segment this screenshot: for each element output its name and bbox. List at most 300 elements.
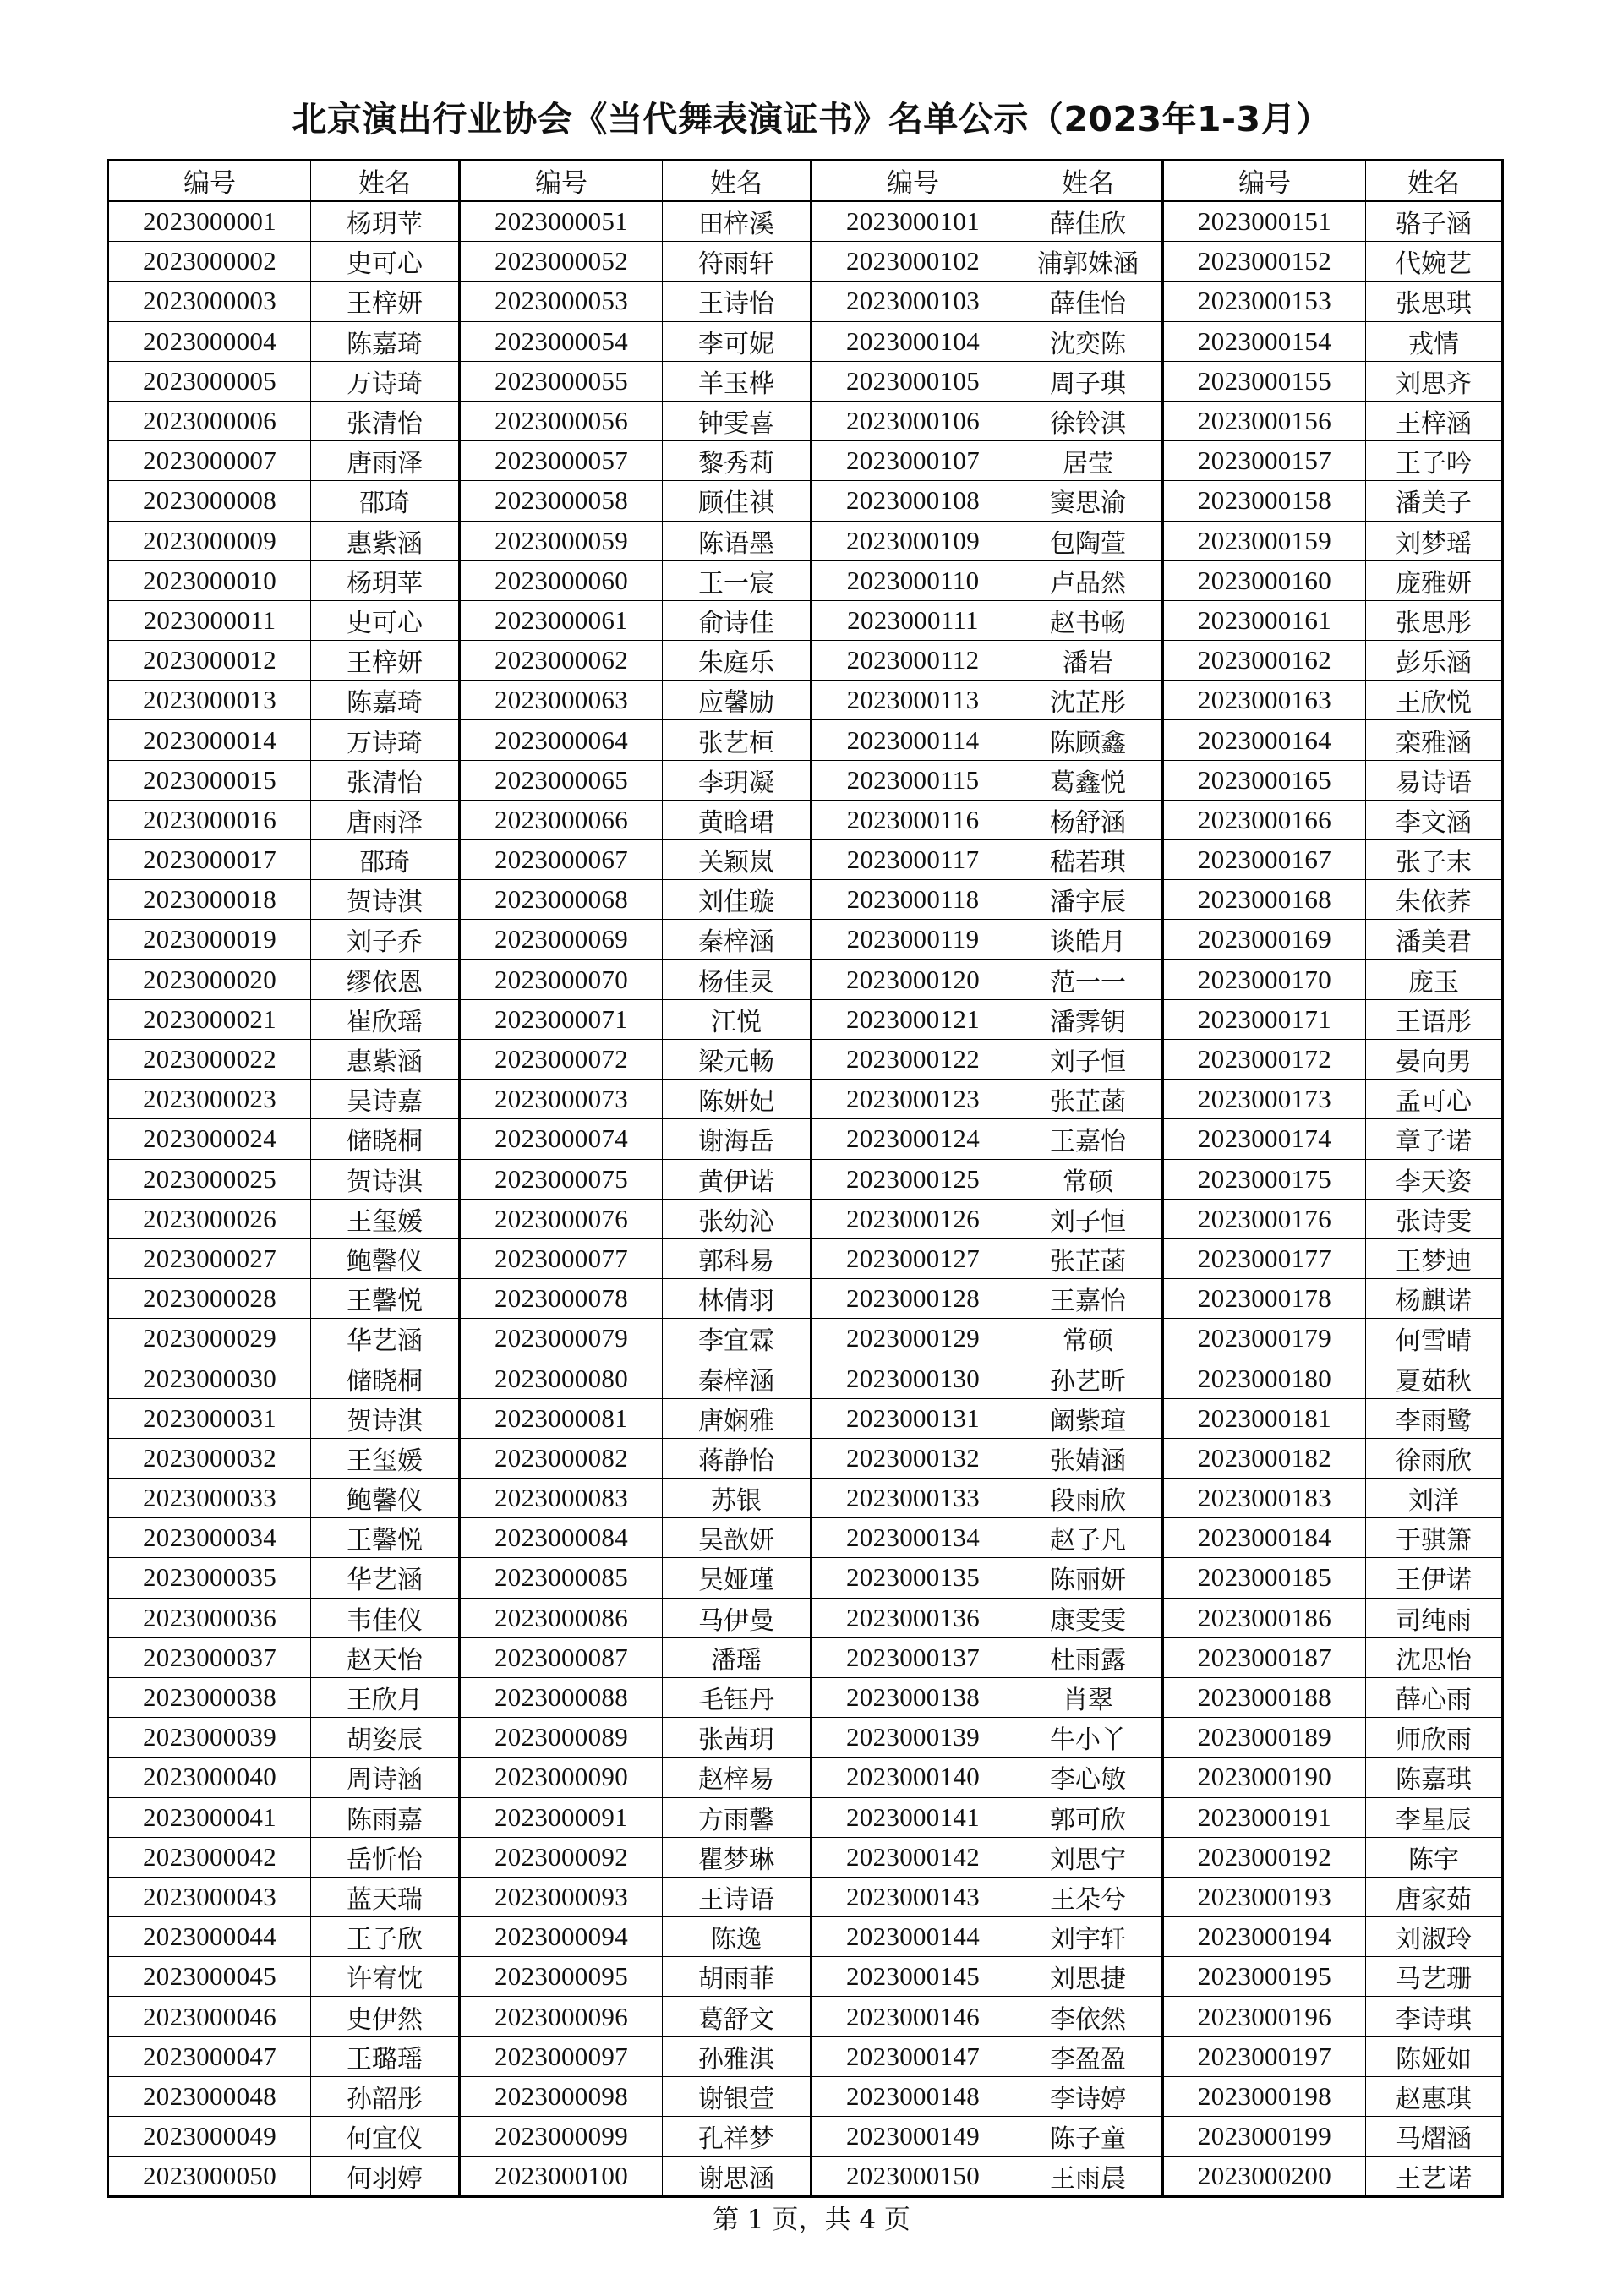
table-row: [108, 1199, 1503, 1238]
member-id-cell: 2023000108: [812, 481, 1014, 521]
member-id-cell: 2023000041: [108, 1797, 311, 1837]
member-name-cell: 牛小丫: [1014, 1718, 1163, 1758]
member-id-cell: 2023000166: [1163, 800, 1366, 839]
member-id-cell: 2023000102: [812, 242, 1014, 282]
member-name-cell: 惠紫涵: [311, 1039, 460, 1079]
member-name-cell: 林倩羽: [663, 1279, 812, 1319]
member-name-cell: 王欣月: [311, 1677, 460, 1717]
member-id-cell: 2023000172: [1163, 1039, 1366, 1079]
member-name-cell: 蒋静怡: [663, 1438, 812, 1478]
member-name-cell: 谢银萱: [663, 2076, 812, 2116]
member-name-cell: 薛佳怡: [1014, 282, 1163, 321]
member-id-cell: 2023000151: [1163, 201, 1366, 242]
member-id-cell: 2023000135: [812, 1558, 1014, 1598]
table-row: [108, 1080, 1503, 1119]
member-id-cell: 2023000052: [460, 242, 663, 282]
member-name-cell: 惠紫涵: [311, 521, 460, 560]
member-id-cell: 2023000125: [812, 1159, 1014, 1199]
member-id-cell: 2023000049: [108, 2117, 311, 2157]
member-id-cell: 2023000076: [460, 1199, 663, 1238]
member-name-cell: 范一一: [1014, 959, 1163, 999]
member-name-cell: 唐娴雅: [663, 1398, 812, 1438]
member-name-cell: 潘瑶: [663, 1637, 812, 1677]
member-id-cell: 2023000112: [812, 641, 1014, 681]
member-name-cell: 居莹: [1014, 441, 1163, 481]
member-id-cell: 2023000028: [108, 1279, 311, 1319]
member-name-cell: 马艺珊: [1366, 1957, 1503, 1997]
member-name-cell: 常硕: [1014, 1319, 1163, 1358]
member-name-cell: 李宜霖: [663, 1319, 812, 1358]
member-id-cell: 2023000074: [460, 1119, 663, 1159]
member-id-cell: 2023000184: [1163, 1518, 1366, 1558]
member-id-cell: 2023000115: [812, 760, 1014, 800]
member-id-cell: 2023000137: [812, 1637, 1014, 1677]
member-id-cell: 2023000171: [1163, 999, 1366, 1039]
member-id-cell: 2023000152: [1163, 242, 1366, 282]
member-id-cell: 2023000018: [108, 880, 311, 920]
member-id-cell: 2023000043: [108, 1877, 311, 1916]
member-id-cell: 2023000175: [1163, 1159, 1366, 1199]
member-id-cell: 2023000039: [108, 1718, 311, 1758]
member-name-cell: 王玺媛: [311, 1438, 460, 1478]
member-name-cell: 赵梓易: [663, 1758, 812, 1797]
member-name-cell: 王伊诺: [1366, 1558, 1503, 1598]
member-id-cell: 2023000121: [812, 999, 1014, 1039]
member-name-cell: 何羽婷: [311, 2157, 460, 2197]
member-name-cell: 庞玉: [1366, 959, 1503, 999]
table-row: [108, 1159, 1503, 1199]
table-row: [108, 1558, 1503, 1598]
member-name-cell: 钟雯喜: [663, 401, 812, 440]
member-id-cell: 2023000191: [1163, 1797, 1366, 1837]
member-name-cell: 瞿梦琳: [663, 1837, 812, 1877]
member-id-cell: 2023000107: [812, 441, 1014, 481]
table-row: [108, 1718, 1503, 1758]
member-name-cell: 孟可心: [1366, 1080, 1503, 1119]
member-name-cell: 薛佳欣: [1014, 201, 1163, 242]
member-name-cell: 杨麒诺: [1366, 1279, 1503, 1319]
member-name-cell: 朱依荞: [1366, 880, 1503, 920]
member-id-cell: 2023000029: [108, 1319, 311, 1358]
table-row: [108, 681, 1503, 720]
member-name-cell: 王诗怡: [663, 282, 812, 321]
table-row: [108, 1957, 1503, 1997]
table-row: [108, 2076, 1503, 2116]
member-id-cell: 2023000069: [460, 920, 663, 959]
member-id-cell: 2023000100: [460, 2157, 663, 2197]
member-name-cell: 吴诗嘉: [311, 1080, 460, 1119]
member-name-cell: 潘霁钥: [1014, 999, 1163, 1039]
member-id-cell: 2023000087: [460, 1637, 663, 1677]
member-id-cell: 2023000195: [1163, 1957, 1366, 1997]
member-id-cell: 2023000011: [108, 600, 311, 640]
member-id-cell: 2023000140: [812, 1758, 1014, 1797]
member-id-cell: 2023000034: [108, 1518, 311, 1558]
table-row: [108, 760, 1503, 800]
member-name-cell: 华艺涵: [311, 1319, 460, 1358]
table-row: [108, 1877, 1503, 1916]
member-id-cell: 2023000155: [1163, 361, 1366, 401]
member-id-cell: 2023000150: [812, 2157, 1014, 2197]
table-row: [108, 1279, 1503, 1319]
member-name-cell: 王雨晨: [1014, 2157, 1163, 2197]
member-id-cell: 2023000081: [460, 1398, 663, 1438]
member-name-cell: 刘思宁: [1014, 1837, 1163, 1877]
table-row: [108, 560, 1503, 600]
table-header-row: [108, 161, 1503, 201]
member-id-cell: 2023000065: [460, 760, 663, 800]
member-name-cell: 栾雅涵: [1366, 720, 1503, 760]
table-row: [108, 2117, 1503, 2157]
member-id-cell: 2023000128: [812, 1279, 1014, 1319]
member-id-cell: 2023000165: [1163, 760, 1366, 800]
member-name-cell: 赵惠琪: [1366, 2076, 1503, 2116]
member-name-cell: 李心敏: [1014, 1758, 1163, 1797]
member-id-cell: 2023000160: [1163, 560, 1366, 600]
member-name-cell: 肖翠: [1014, 1677, 1163, 1717]
member-name-cell: 徐雨欣: [1366, 1438, 1503, 1478]
member-id-cell: 2023000075: [460, 1159, 663, 1199]
member-name-cell: 张清怡: [311, 760, 460, 800]
member-name-cell: 何宜仪: [311, 2117, 460, 2157]
member-id-cell: 2023000048: [108, 2076, 311, 2116]
member-id-cell: 2023000161: [1163, 600, 1366, 640]
member-name-cell: 包陶萱: [1014, 521, 1163, 560]
member-name-cell: 刘佳璇: [663, 880, 812, 920]
member-name-cell: 窦思渝: [1014, 481, 1163, 521]
member-id-cell: 2023000005: [108, 361, 311, 401]
member-id-cell: 2023000193: [1163, 1877, 1366, 1916]
member-name-cell: 杨佳灵: [663, 959, 812, 999]
table-row: [108, 481, 1503, 521]
member-id-cell: 2023000002: [108, 242, 311, 282]
member-name-cell: 顾佳祺: [663, 481, 812, 521]
member-name-cell: 吴歆妍: [663, 1518, 812, 1558]
table-row: [108, 1797, 1503, 1837]
member-name-cell: 储晓桐: [311, 1358, 460, 1398]
member-name-cell: 孙韶彤: [311, 2076, 460, 2116]
table-row: [108, 600, 1503, 640]
member-id-cell: 2023000017: [108, 840, 311, 880]
member-name-cell: 于骐箫: [1366, 1518, 1503, 1558]
member-id-cell: 2023000010: [108, 560, 311, 600]
member-name-cell: 孙雅淇: [663, 2036, 812, 2076]
member-id-cell: 2023000198: [1163, 2076, 1366, 2116]
table-row: [108, 880, 1503, 920]
member-name-cell: 蓝天瑞: [311, 1877, 460, 1916]
member-id-cell: 2023000062: [460, 641, 663, 681]
member-id-cell: 2023000145: [812, 1957, 1014, 1997]
member-id-cell: 2023000138: [812, 1677, 1014, 1717]
member-name-cell: 段雨欣: [1014, 1479, 1163, 1518]
member-name-cell: 谢海岳: [663, 1119, 812, 1159]
member-id-cell: 2023000133: [812, 1479, 1014, 1518]
member-id-cell: 2023000158: [1163, 481, 1366, 521]
table-row: [108, 641, 1503, 681]
member-id-cell: 2023000114: [812, 720, 1014, 760]
member-id-cell: 2023000190: [1163, 1758, 1366, 1797]
member-name-cell: 秦梓涵: [663, 1358, 812, 1398]
member-id-cell: 2023000086: [460, 1598, 663, 1637]
table-row: [108, 2157, 1503, 2197]
member-name-cell: 李玥凝: [663, 760, 812, 800]
member-id-cell: 2023000183: [1163, 1479, 1366, 1518]
member-id-cell: 2023000080: [460, 1358, 663, 1398]
member-name-cell: 缪依恩: [311, 959, 460, 999]
member-name-cell: 王语彤: [1366, 999, 1503, 1039]
member-name-cell: 赵天怡: [311, 1637, 460, 1677]
member-name-cell: 万诗琦: [311, 720, 460, 760]
member-id-cell: 2023000097: [460, 2036, 663, 2076]
member-name-cell: 刘子恒: [1014, 1039, 1163, 1079]
member-id-cell: 2023000126: [812, 1199, 1014, 1238]
member-name-cell: 易诗语: [1366, 760, 1503, 800]
table-row: [108, 401, 1503, 440]
member-id-cell: 2023000085: [460, 1558, 663, 1598]
member-name-cell: 史可心: [311, 242, 460, 282]
member-id-cell: 2023000095: [460, 1957, 663, 1997]
member-id-cell: 2023000009: [108, 521, 311, 560]
member-name-cell: 陈妍妃: [663, 1080, 812, 1119]
member-name-cell: 王梓涵: [1366, 401, 1503, 440]
member-id-cell: 2023000116: [812, 800, 1014, 839]
member-name-cell: 刘子恒: [1014, 1199, 1163, 1238]
member-name-cell: 马熠涵: [1366, 2117, 1503, 2157]
member-name-cell: 嵇若琪: [1014, 840, 1163, 880]
member-name-cell: 王子吟: [1366, 441, 1503, 481]
member-id-cell: 2023000033: [108, 1479, 311, 1518]
member-id-cell: 2023000063: [460, 681, 663, 720]
member-id-cell: 2023000066: [460, 800, 663, 839]
member-id-cell: 2023000026: [108, 1199, 311, 1238]
member-id-cell: 2023000196: [1163, 1997, 1366, 2036]
table-row: [108, 1398, 1503, 1438]
table-row: [108, 1917, 1503, 1957]
member-id-cell: 2023000120: [812, 959, 1014, 999]
member-id-cell: 2023000176: [1163, 1199, 1366, 1238]
member-id-cell: 2023000182: [1163, 1438, 1366, 1478]
table-row: [108, 1598, 1503, 1637]
header-id: 编号: [108, 161, 311, 201]
member-id-cell: 2023000113: [812, 681, 1014, 720]
member-name-cell: 周诗涵: [311, 1758, 460, 1797]
member-name-cell: 谢思涵: [663, 2157, 812, 2197]
member-id-cell: 2023000038: [108, 1677, 311, 1717]
member-id-cell: 2023000073: [460, 1080, 663, 1119]
member-id-cell: 2023000106: [812, 401, 1014, 440]
table-row: [108, 1119, 1503, 1159]
member-name-cell: 康雯雯: [1014, 1598, 1163, 1637]
member-id-cell: 2023000060: [460, 560, 663, 600]
member-id-cell: 2023000015: [108, 760, 311, 800]
table-row: [108, 1758, 1503, 1797]
header-id: 编号: [1163, 161, 1366, 201]
member-id-cell: 2023000173: [1163, 1080, 1366, 1119]
member-id-cell: 2023000094: [460, 1917, 663, 1957]
member-name-cell: 陈雨嘉: [311, 1797, 460, 1837]
table-row: [108, 441, 1503, 481]
member-name-cell: 黄晗珺: [663, 800, 812, 839]
member-id-cell: 2023000177: [1163, 1238, 1366, 1278]
member-name-cell: 张思彤: [1366, 600, 1503, 640]
member-name-cell: 陈宇: [1366, 1837, 1503, 1877]
table-row: [108, 521, 1503, 560]
member-name-cell: 何雪晴: [1366, 1319, 1503, 1358]
member-id-cell: 2023000078: [460, 1279, 663, 1319]
header-name: 姓名: [1366, 161, 1503, 201]
member-id-cell: 2023000070: [460, 959, 663, 999]
member-id-cell: 2023000054: [460, 321, 663, 361]
member-id-cell: 2023000077: [460, 1238, 663, 1278]
member-id-cell: 2023000167: [1163, 840, 1366, 880]
member-name-cell: 陈嘉琦: [311, 681, 460, 720]
member-name-cell: 李星辰: [1366, 1797, 1503, 1837]
header-name: 姓名: [1014, 161, 1163, 201]
member-id-cell: 2023000144: [812, 1917, 1014, 1957]
member-name-cell: 张芷菡: [1014, 1080, 1163, 1119]
member-id-cell: 2023000199: [1163, 2117, 1366, 2157]
member-id-cell: 2023000122: [812, 1039, 1014, 1079]
member-name-cell: 潘岩: [1014, 641, 1163, 681]
member-name-cell: 李依然: [1014, 1997, 1163, 2036]
member-name-cell: 李文涵: [1366, 800, 1503, 839]
member-name-cell: 张幼沁: [663, 1199, 812, 1238]
member-name-cell: 杨玥苹: [311, 201, 460, 242]
table-row: [108, 1039, 1503, 1079]
member-name-cell: 王玺媛: [311, 1199, 460, 1238]
table-row: [108, 1238, 1503, 1278]
table-row: [108, 361, 1503, 401]
member-name-cell: 王嘉怡: [1014, 1279, 1163, 1319]
member-name-cell: 杨玥苹: [311, 560, 460, 600]
member-name-cell: 司纯雨: [1366, 1598, 1503, 1637]
member-id-cell: 2023000169: [1163, 920, 1366, 959]
member-id-cell: 2023000103: [812, 282, 1014, 321]
member-id-cell: 2023000163: [1163, 681, 1366, 720]
member-name-cell: 张诗雯: [1366, 1199, 1503, 1238]
page-footer: 第 1 页，共 4 页: [713, 2205, 910, 2235]
member-name-cell: 赵书畅: [1014, 600, 1163, 640]
member-name-cell: 史伊然: [311, 1997, 460, 2036]
table-row: [108, 1358, 1503, 1398]
member-id-cell: 2023000007: [108, 441, 311, 481]
member-name-cell: 刘思齐: [1366, 361, 1503, 401]
member-name-cell: 夏茹秋: [1366, 1358, 1503, 1398]
member-id-cell: 2023000110: [812, 560, 1014, 600]
table-row: [108, 959, 1503, 999]
member-id-cell: 2023000117: [812, 840, 1014, 880]
member-name-cell: 李天姿: [1366, 1159, 1503, 1199]
member-name-cell: 常硕: [1014, 1159, 1163, 1199]
member-name-cell: 师欣雨: [1366, 1718, 1503, 1758]
member-name-cell: 王诗语: [663, 1877, 812, 1916]
member-id-cell: 2023000132: [812, 1438, 1014, 1478]
table-row: [108, 1518, 1503, 1558]
member-name-cell: 刘宇轩: [1014, 1917, 1163, 1957]
member-name-cell: 刘梦瑶: [1366, 521, 1503, 560]
member-id-cell: 2023000098: [460, 2076, 663, 2116]
member-id-cell: 2023000159: [1163, 521, 1366, 560]
member-id-cell: 2023000003: [108, 282, 311, 321]
member-id-cell: 2023000178: [1163, 1279, 1366, 1319]
member-name-cell: 赵子凡: [1014, 1518, 1163, 1558]
header-id: 编号: [460, 161, 663, 201]
member-name-cell: 陈嘉琦: [311, 321, 460, 361]
member-id-cell: 2023000154: [1163, 321, 1366, 361]
member-id-cell: 2023000194: [1163, 1917, 1366, 1957]
member-name-cell: 葛舒文: [663, 1997, 812, 2036]
member-id-cell: 2023000197: [1163, 2036, 1366, 2076]
member-id-cell: 2023000143: [812, 1877, 1014, 1916]
member-name-cell: 鲍馨仪: [311, 1479, 460, 1518]
roster-body: [108, 201, 1503, 2197]
member-name-cell: 毛钰丹: [663, 1677, 812, 1717]
member-name-cell: 史可心: [311, 600, 460, 640]
member-id-cell: 2023000013: [108, 681, 311, 720]
member-id-cell: 2023000088: [460, 1677, 663, 1717]
member-id-cell: 2023000153: [1163, 282, 1366, 321]
table-row: [108, 1677, 1503, 1717]
member-name-cell: 胡姿辰: [311, 1718, 460, 1758]
page-title: 北京演出行业协会《当代舞表演证书》名单公示（2023年1-3月）: [292, 99, 1331, 139]
member-name-cell: 李可妮: [663, 321, 812, 361]
member-name-cell: 王子欣: [311, 1917, 460, 1957]
member-name-cell: 唐家茹: [1366, 1877, 1503, 1916]
member-name-cell: 王馨悦: [311, 1279, 460, 1319]
member-name-cell: 张芷菡: [1014, 1238, 1163, 1278]
member-name-cell: 贺诗淇: [311, 880, 460, 920]
member-name-cell: 陈丽妍: [1014, 1558, 1163, 1598]
member-id-cell: 2023000096: [460, 1997, 663, 2036]
member-id-cell: 2023000064: [460, 720, 663, 760]
member-id-cell: 2023000006: [108, 401, 311, 440]
member-id-cell: 2023000141: [812, 1797, 1014, 1837]
member-name-cell: 秦梓涵: [663, 920, 812, 959]
table-row: [108, 1479, 1503, 1518]
member-name-cell: 张艺桓: [663, 720, 812, 760]
member-name-cell: 王欣悦: [1366, 681, 1503, 720]
member-id-cell: 2023000047: [108, 2036, 311, 2076]
member-name-cell: 王璐瑶: [311, 2036, 460, 2076]
member-name-cell: 王嘉怡: [1014, 1119, 1163, 1159]
member-name-cell: 刘子乔: [311, 920, 460, 959]
member-name-cell: 陈子童: [1014, 2117, 1163, 2157]
member-name-cell: 陈语墨: [663, 521, 812, 560]
member-name-cell: 黄伊诺: [663, 1159, 812, 1199]
member-name-cell: 梁元畅: [663, 1039, 812, 1079]
table-row: [108, 1637, 1503, 1677]
member-name-cell: 杜雨露: [1014, 1637, 1163, 1677]
member-name-cell: 王朵兮: [1014, 1877, 1163, 1916]
member-id-cell: 2023000067: [460, 840, 663, 880]
member-id-cell: 2023000079: [460, 1319, 663, 1358]
member-id-cell: 2023000149: [812, 2117, 1014, 2157]
member-id-cell: 2023000127: [812, 1238, 1014, 1278]
member-name-cell: 羊玉桦: [663, 361, 812, 401]
member-id-cell: 2023000035: [108, 1558, 311, 1598]
member-id-cell: 2023000058: [460, 481, 663, 521]
member-id-cell: 2023000123: [812, 1080, 1014, 1119]
member-id-cell: 2023000050: [108, 2157, 311, 2197]
member-id-cell: 2023000025: [108, 1159, 311, 1199]
table-row: [108, 1438, 1503, 1478]
table-row: [108, 282, 1503, 321]
member-name-cell: 浦郭姝涵: [1014, 242, 1163, 282]
member-id-cell: 2023000027: [108, 1238, 311, 1278]
member-id-cell: 2023000022: [108, 1039, 311, 1079]
member-name-cell: 朱庭乐: [663, 641, 812, 681]
table-row: [108, 1997, 1503, 2036]
